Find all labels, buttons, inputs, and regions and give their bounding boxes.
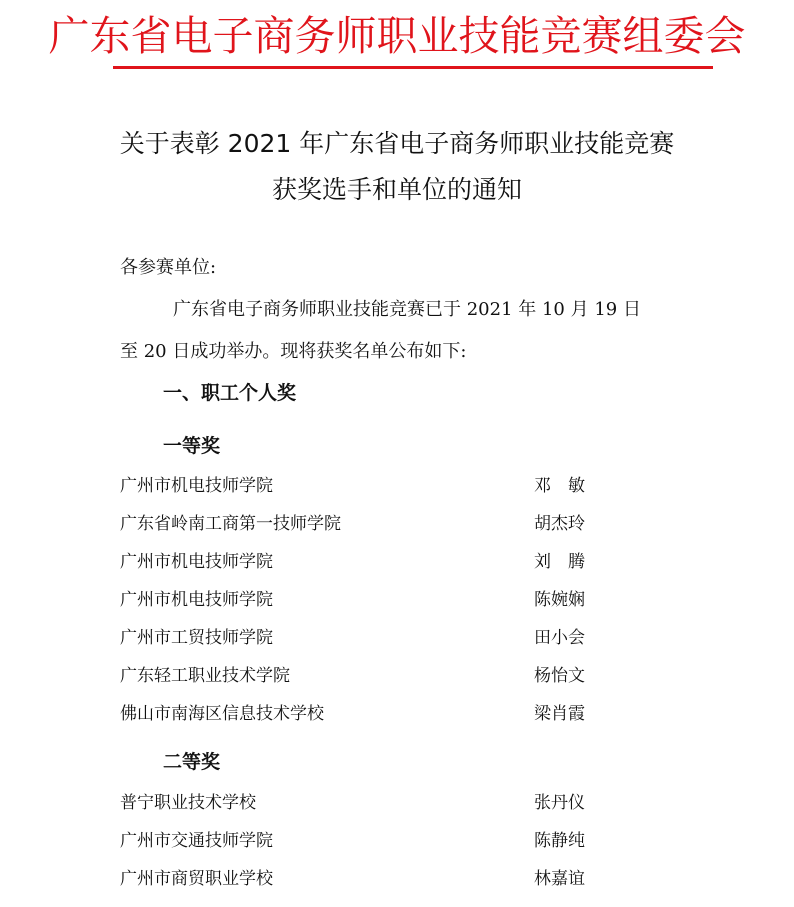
org-name: 广东省岭南工商第一技师学院 [120,514,341,534]
winner-name: 陈婉娴 [534,590,585,610]
org-name: 广州市机电技师学院 [120,476,273,496]
intro-paragraph-line-1: 广东省电子商务师职业技能竞赛已于 2021 年 10 月 19 日 [173,299,641,320]
intro-paragraph-line-2: 至 20 日成功举办。现将获奖名单公布如下: [120,341,467,362]
winner-name: 林嘉谊 [534,869,585,889]
winner-name: 梁肖霞 [534,704,585,724]
winner-name: 张丹仪 [534,793,585,813]
org-name: 佛山市南海区信息技术学校 [120,704,324,724]
org-name: 普宁职业技术学校 [120,793,256,813]
org-name: 广州市交通技师学院 [120,831,273,851]
winner-name: 刘 腾 [534,552,585,572]
salutation: 各参赛单位: [120,257,217,278]
winner-name: 田小会 [534,628,585,648]
letterhead-title: 广东省电子商务师职业技能竞赛组委会 [48,12,746,60]
winner-name: 杨怡文 [534,666,585,686]
org-name: 广州市机电技师学院 [120,552,273,572]
section-heading-staff-individual-award: 一、职工个人奖 [163,382,297,404]
second-prize-heading: 二等奖 [163,751,221,773]
letterhead-red-rule [113,66,713,69]
org-name: 广东轻工职业技术学院 [120,666,290,686]
notice-title-line-1: 关于表彰 2021 年广东省电子商务师职业技能竞赛 [119,129,675,158]
notice-title-line-2: 获奖选手和单位的通知 [271,175,522,204]
org-name: 广州市工贸技师学院 [120,628,273,648]
winner-name: 陈静纯 [534,831,585,851]
org-name: 广州市商贸职业学校 [120,869,273,889]
winner-name: 邓 敏 [534,476,585,496]
winner-name: 胡杰玲 [534,514,585,534]
org-name: 广州市机电技师学院 [120,590,273,610]
first-prize-heading: 一等奖 [163,435,221,457]
